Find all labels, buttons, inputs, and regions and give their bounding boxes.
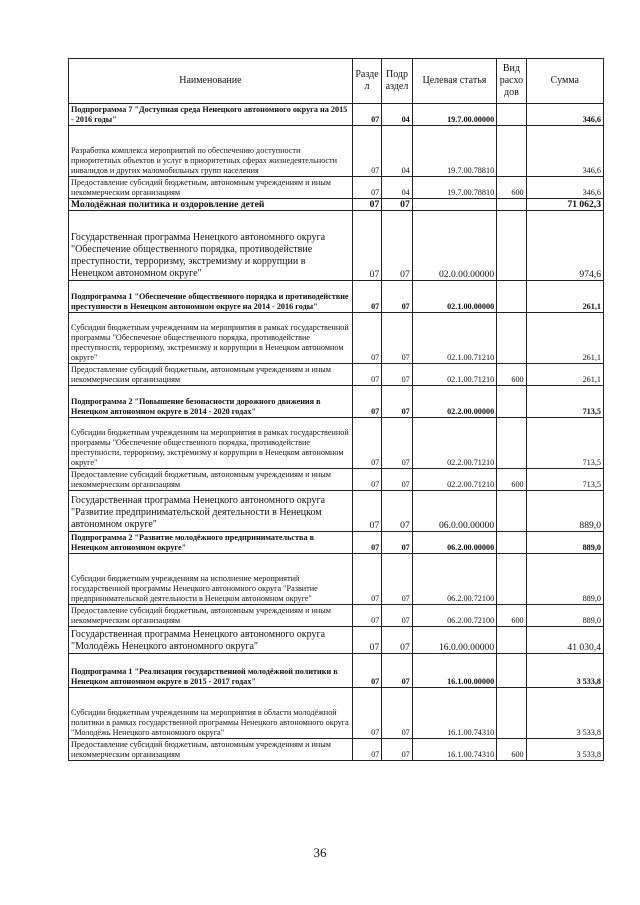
table-cell-razdel: 07 — [352, 199, 381, 211]
table-cell-summa: 889,0 — [526, 532, 603, 554]
header-celevaya: Целевая статья — [412, 59, 496, 104]
table-cell-celevaya: 16.1.00.74310 — [412, 739, 496, 761]
table-cell-podrazdel: 04 — [382, 177, 413, 199]
table-cell-vid — [497, 491, 526, 532]
table-cell-podrazdel: 07 — [382, 469, 413, 491]
table-row — [69, 491, 604, 532]
table-cell-vid: 600 — [497, 739, 526, 761]
table-cell-vid: 600 — [497, 177, 526, 199]
table-cell-razdel: 07 — [352, 688, 381, 739]
table-row — [69, 654, 604, 688]
table-cell-name: Государственная программа Ненецкого автономного округа "Обеспечение общественного порядка, противодействие преступности, терроризму, экстремизму и коррупции в Ненецком автономном округе" — [69, 211, 353, 281]
table-cell-name: Молодёжная политика и оздоровление детей — [69, 199, 353, 211]
table-row — [69, 364, 604, 386]
table-cell-summa: 346,6 — [526, 126, 603, 177]
table-row — [69, 386, 604, 418]
table-cell-razdel: 07 — [352, 126, 381, 177]
table-cell-vid — [497, 688, 526, 739]
table-cell-summa: 346,6 — [526, 104, 603, 126]
table-row — [69, 211, 604, 281]
table-cell-celevaya: 02.2.00.71210 — [412, 418, 496, 469]
table-cell-vid — [497, 386, 526, 418]
table-cell-name: Подпрограмма 1 "Реализация государственной молодёжной политики в Ненецком автономном округе в 2015 - 2017 годах" — [69, 654, 353, 688]
table-cell-celevaya: 06.2.00.72100 — [412, 605, 496, 627]
table-cell-summa: 346,6 — [526, 177, 603, 199]
table-cell-podrazdel: 07 — [382, 199, 413, 211]
table-cell-razdel: 07 — [352, 532, 381, 554]
header-razdel: Разде л — [352, 59, 381, 104]
table-cell-razdel: 07 — [352, 554, 381, 605]
table-row — [69, 605, 604, 627]
table-cell-summa: 713,5 — [526, 418, 603, 469]
table-cell-razdel: 07 — [352, 364, 381, 386]
table-cell-vid — [497, 211, 526, 281]
table-cell-podrazdel: 07 — [382, 418, 413, 469]
table-cell-vid — [497, 313, 526, 364]
table-cell-summa: 3 533,8 — [526, 739, 603, 761]
table-cell-podrazdel: 07 — [382, 739, 413, 761]
table-cell-summa: 71 062,3 — [526, 199, 603, 211]
table-cell-summa: 974,6 — [526, 211, 603, 281]
table-cell-summa: 261,1 — [526, 281, 603, 313]
table-cell-summa: 3 533,8 — [526, 654, 603, 688]
table-header-row — [69, 59, 604, 104]
table-cell-summa: 889,0 — [526, 554, 603, 605]
table-cell-vid — [497, 554, 526, 605]
table-cell-name: Субсидии бюджетным учреждениям на мероприятия в области молодёжной политики в рамках государственной программы Ненецкого автономного округа "Молодёжь Ненецкого автономного округа" — [69, 688, 353, 739]
table-cell-name: Разработка комплекса мероприятий по обеспечению доступности приоритетных объектов и услуг в приоритетных сферах жизнедеятельности инвалидов и других маломобильных групп населения — [69, 126, 353, 177]
table-cell-vid — [497, 532, 526, 554]
header-summa: Сумма — [526, 59, 603, 104]
table-row — [69, 177, 604, 199]
table-cell-razdel: 07 — [352, 386, 381, 418]
table-cell-podrazdel: 07 — [382, 605, 413, 627]
table-cell-podrazdel: 04 — [382, 126, 413, 177]
table-cell-celevaya: 02.2.00.00000 — [412, 386, 496, 418]
table-cell-podrazdel: 07 — [382, 532, 413, 554]
table-cell-summa: 713,5 — [526, 469, 603, 491]
table-cell-summa: 889,0 — [526, 491, 603, 532]
table-cell-razdel: 07 — [352, 281, 381, 313]
table-row — [69, 739, 604, 761]
table-cell-name: Подпрограмма 7 "Доступная среда Ненецкого автономного округа на 2015 - 2016 годы" — [69, 104, 353, 126]
table-cell-name: Подпрограмма 2 "Повышение безопасности дорожного движения в Ненецком автономном округе в 2014 - 2020 годах" — [69, 386, 353, 418]
table-cell-name: Государственная программа Ненецкого автономного округа "Развитие предпринимательской деятельности в Ненецком автономном округе" — [69, 491, 353, 532]
table-cell-razdel: 07 — [352, 469, 381, 491]
table-cell-celevaya: 16.1.00.74310 — [412, 688, 496, 739]
table-cell-vid — [497, 126, 526, 177]
table-cell-summa: 261,1 — [526, 364, 603, 386]
table-cell-celevaya: 16.1.00.00000 — [412, 654, 496, 688]
table-cell-celevaya: 02.1.00.00000 — [412, 281, 496, 313]
table-cell-vid: 600 — [497, 364, 526, 386]
table-cell-razdel: 07 — [352, 739, 381, 761]
table-cell-podrazdel: 07 — [382, 688, 413, 739]
table-cell-name: Предоставление субсидий бюджетным, автономным учреждениям и иным некоммерческим организациям — [69, 605, 353, 627]
table-row — [69, 313, 604, 364]
table-cell-razdel: 07 — [352, 491, 381, 532]
table-cell-summa: 713,5 — [526, 386, 603, 418]
table-row — [69, 104, 604, 126]
table-cell-name: Субсидии бюджетным учреждениям на мероприятия в рамках государственной программы "Обеспечение общественного порядка, противодействие преступности, терроризму, экстремизму и коррупции в Ненецком автономном округе" — [69, 418, 353, 469]
table-cell-razdel: 07 — [352, 605, 381, 627]
table-cell-vid — [497, 654, 526, 688]
table-cell-name: Государственная программа Ненецкого автономного округа "Молодёжь Ненецкого автономного округа" — [69, 627, 353, 654]
table-row — [69, 469, 604, 491]
table-cell-podrazdel: 07 — [382, 211, 413, 281]
header-podrazdel: Подр аздел — [382, 59, 413, 104]
table-cell-vid — [497, 281, 526, 313]
table-cell-vid — [497, 104, 526, 126]
table-cell-summa: 3 533,8 — [526, 688, 603, 739]
table-cell-name: Подпрограмма 1 "Обеспечение общественного порядка и противодействие преступности в Ненецком автономном округе на 2014 - 2016 годы" — [69, 281, 353, 313]
table-cell-podrazdel: 07 — [382, 627, 413, 654]
table-row — [69, 627, 604, 654]
table-cell-celevaya: 19.7.00.00000 — [412, 104, 496, 126]
table-cell-razdel: 07 — [352, 654, 381, 688]
table-cell-podrazdel: 07 — [382, 386, 413, 418]
header-vid: Вид расхо дов — [497, 59, 526, 104]
table-cell-vid — [497, 627, 526, 654]
table-cell-celevaya: 06.2.00.72100 — [412, 554, 496, 605]
table-cell-celevaya: 06.0.00.00000 — [412, 491, 496, 532]
table-cell-summa: 889,0 — [526, 605, 603, 627]
budget-table — [68, 58, 604, 761]
table-cell-razdel: 07 — [352, 211, 381, 281]
table-cell-vid: 600 — [497, 469, 526, 491]
table-cell-vid — [497, 418, 526, 469]
table-cell-celevaya: 16.0.00.00000 — [412, 627, 496, 654]
table-cell-podrazdel: 04 — [382, 104, 413, 126]
table-cell-vid — [497, 199, 526, 211]
table-cell-podrazdel: 07 — [382, 491, 413, 532]
table-cell-name: Субсидии бюджетным учреждениям на мероприятия в рамках государственной программы "Обеспечение общественного порядка, противодействие преступности, терроризму, экстремизму и коррупции в Ненецком автономном округе" — [69, 313, 353, 364]
table-row — [69, 532, 604, 554]
table-cell-celevaya: 02.2.00.71210 — [412, 469, 496, 491]
table-cell-name: Подпрограмма 2 "Развитие молодёжного предпринимательства в Ненецком автономном округе" — [69, 532, 353, 554]
table-cell-name: Предоставление субсидий бюджетным, автономным учреждениям и иным некоммерческим организациям — [69, 739, 353, 761]
table-cell-celevaya: 19.7.00.78810 — [412, 177, 496, 199]
table-cell-razdel: 07 — [352, 177, 381, 199]
table-cell-podrazdel: 07 — [382, 654, 413, 688]
table-cell-celevaya: 02.1.00.71210 — [412, 364, 496, 386]
table-body — [69, 104, 604, 761]
table-cell-name: Предоставление субсидий бюджетным, автономным учреждениям и иным некоммерческим организациям — [69, 177, 353, 199]
table-cell-celevaya: 02.0.00.00000 — [412, 211, 496, 281]
table-cell-summa: 261,1 — [526, 313, 603, 364]
table-cell-razdel: 07 — [352, 418, 381, 469]
table-cell-name: Предоставление субсидий бюджетным, автономным учреждениям и иным некоммерческим организациям — [69, 364, 353, 386]
table-row — [69, 126, 604, 177]
page-number: 36 — [313, 845, 327, 860]
table-row — [69, 418, 604, 469]
table-cell-podrazdel: 07 — [382, 364, 413, 386]
table-cell-name: Предоставление субсидий бюджетным, автономным учреждениям и иным некоммерческим организациям — [69, 469, 353, 491]
table-row — [69, 199, 604, 211]
table-cell-celevaya: 06.2.00.00000 — [412, 532, 496, 554]
table-cell-podrazdel: 07 — [382, 313, 413, 364]
table-cell-podrazdel: 07 — [382, 281, 413, 313]
header-name: Наименование — [69, 59, 353, 104]
table-cell-podrazdel: 07 — [382, 554, 413, 605]
table-cell-vid: 600 — [497, 605, 526, 627]
table-cell-summa: 41 030,4 — [526, 627, 603, 654]
table-row — [69, 688, 604, 739]
table-cell-celevaya — [412, 199, 496, 211]
table-cell-celevaya: 19.7.00.78810 — [412, 126, 496, 177]
table-row — [69, 554, 604, 605]
table-row — [69, 281, 604, 313]
table-cell-razdel: 07 — [352, 104, 381, 126]
table-cell-razdel: 07 — [352, 313, 381, 364]
table-cell-name: Субсидии бюджетным учреждениям на исполнение мероприятий государственной программы Ненецкого автономного округа "Развитие предпринимательской деятельности в Ненецком автономном округе" — [69, 554, 353, 605]
table-cell-celevaya: 02.1.00.71210 — [412, 313, 496, 364]
table-cell-razdel: 07 — [352, 627, 381, 654]
